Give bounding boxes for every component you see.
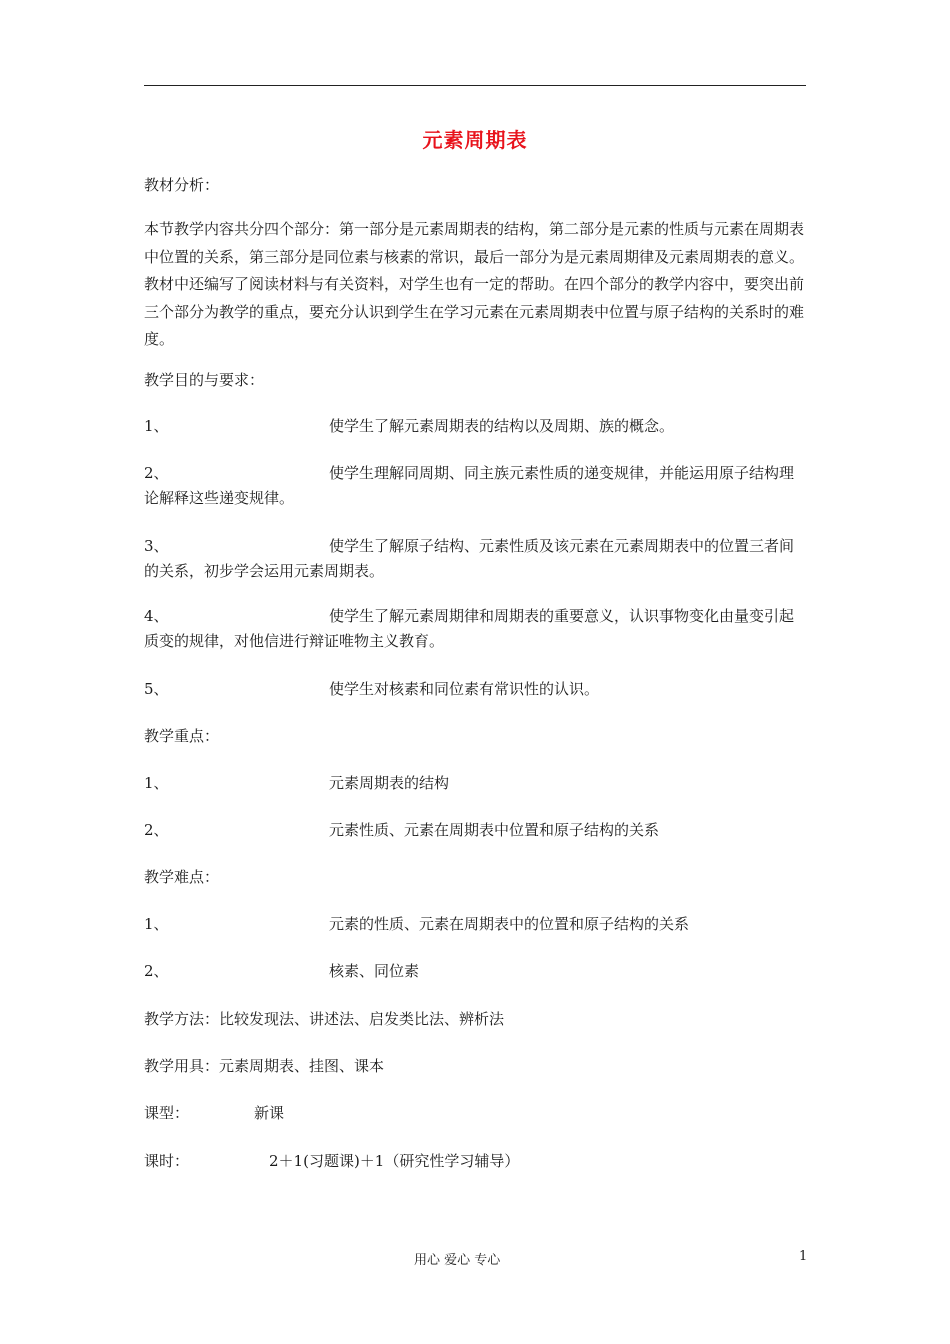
lesson-hours-value: 2＋1(习题课)＋1（研究性学习辅导）: [269, 1152, 520, 1170]
difficulty-1-text: 元素的性质、元素在周期表中的位置和原子结构的关系: [329, 915, 690, 933]
lesson-hours-label: 课时：: [144, 1152, 190, 1170]
lesson-type-label: 课型：: [144, 1104, 190, 1122]
goal-3-text: 使学生了解原子结构、元素性质及该元素在元素周期表中的位置三者间的关系，初步学会运用元素周期表。: [144, 537, 795, 580]
key-point-2-number: 2、: [144, 821, 169, 839]
goal-1-text: 使学生了解元素周期表的结构以及周期、族的概念。: [329, 417, 675, 435]
analysis-paragraph: 本节教学内容共分四个部分：第一部分是元素周期表的结构，第二部分是元素的性质与元素在周期表中位置的关系，第三部分是同位素与核素的常识，最后一部分为是元素周期律及元素周期表的意义。教材中还编写了阅读材料与有关资料，对学生也有一定的帮助。在四个部分的教学内容中，要突出前三个部分为教学的重点，要充分认识到学生在学习元素在元素周期表中位置与原子结构的关系时的难度。: [144, 220, 805, 348]
difficulty-2-number: 2、: [144, 962, 169, 980]
goal-2-number: 2、: [144, 464, 169, 482]
header-rule: [144, 85, 806, 86]
goals-heading: 教学目的与要求：: [144, 371, 265, 389]
key-points-heading: 教学重点：: [144, 727, 220, 745]
teaching-tools: 教学用具：元素周期表、挂图、课本: [144, 1057, 385, 1075]
goal-1-number: 1、: [144, 417, 169, 435]
goal-4-number: 4、: [144, 607, 169, 625]
difficulty-2-text: 核素、同位素: [329, 962, 420, 980]
analysis-heading: 教材分析：: [144, 176, 220, 194]
key-point-2-text: 元素性质、元素在周期表中位置和原子结构的关系: [329, 821, 660, 839]
goal-3-number: 3、: [144, 537, 169, 555]
difficulty-1-number: 1、: [144, 915, 169, 933]
document-title: 元素周期表: [422, 128, 528, 152]
teaching-method: 教学方法：比较发现法、讲述法、启发类比法、辨析法: [144, 1010, 505, 1028]
key-point-1-number: 1、: [144, 774, 169, 792]
goal-5-number: 5、: [144, 680, 169, 698]
key-point-1-text: 元素周期表的结构: [329, 774, 450, 792]
goal-2-text: 使学生理解同周期、同主族元素性质的递变规律，并能运用原子结构理论解释这些递变规律。: [144, 464, 795, 507]
page-number: 1: [799, 1249, 808, 1264]
footer-slogan: 用心 爱心 专心: [414, 1253, 501, 1268]
difficulties-heading: 教学难点：: [144, 868, 220, 886]
goal-5-text: 使学生对核素和同位素有常识性的认识。: [329, 680, 600, 698]
goal-4-text: 使学生了解元素周期律和周期表的重要意义，认识事物变化由量变引起质变的规律，对他信进行辩证唯物主义教育。: [144, 607, 795, 650]
lesson-type-value: 新课: [254, 1104, 285, 1122]
